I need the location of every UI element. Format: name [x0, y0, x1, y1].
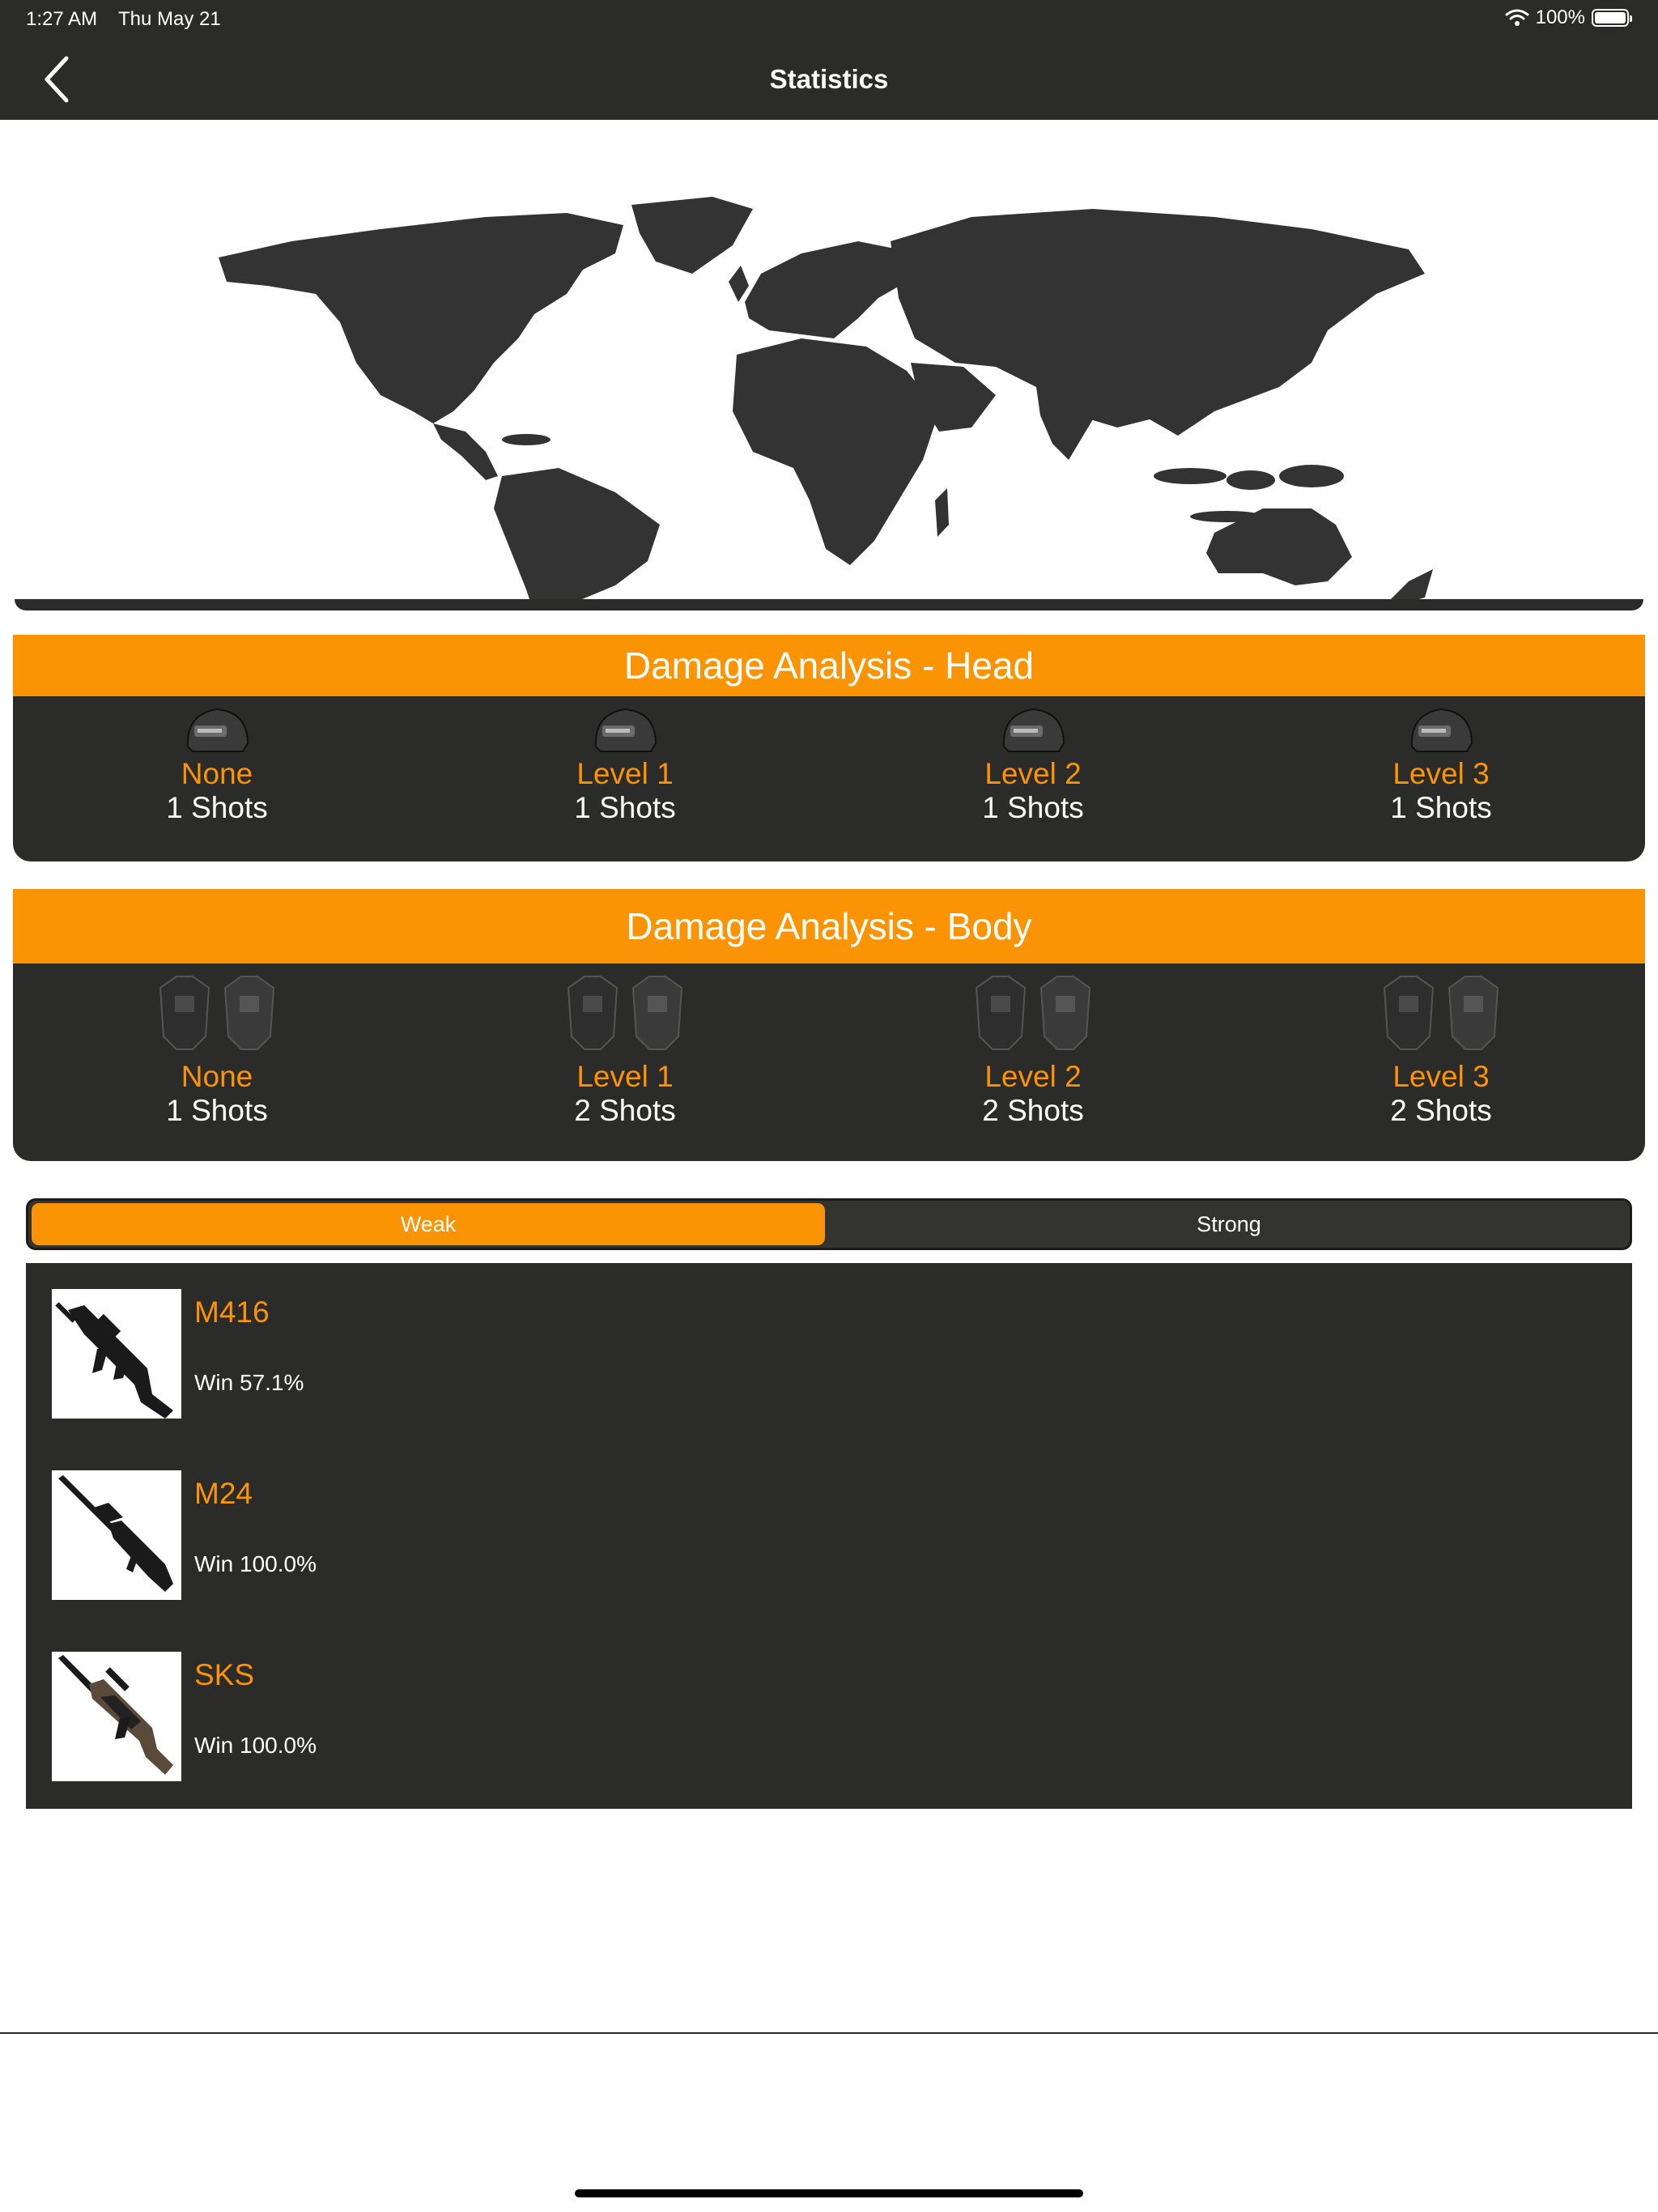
head-level-label: Level 3: [1392, 757, 1490, 790]
vest-icon: [968, 972, 1098, 1056]
status-right: [1505, 6, 1629, 29]
helmet-icon: [1407, 704, 1475, 753]
back-button[interactable]: [32, 50, 89, 107]
list-item[interactable]: [26, 1289, 1632, 1451]
sniper-rifle-icon: [52, 1470, 181, 1600]
vest-icon: [152, 972, 282, 1056]
vest-icon: [560, 972, 690, 1056]
status-bar: [0, 0, 1658, 39]
helmet-icon: [999, 704, 1067, 753]
world-map: [0, 120, 1658, 599]
list-item[interactable]: [26, 1652, 1632, 1814]
body-level-label: Level 2: [984, 1060, 1082, 1093]
helmet-icon: [183, 704, 251, 753]
weapon-list: [26, 1263, 1632, 1809]
weapon-name: M24: [194, 1477, 253, 1510]
body-level-1: [421, 963, 829, 1161]
body-level-3: [1237, 963, 1645, 1161]
head-level-3: [1237, 696, 1645, 861]
weapon-win-rate: Win 100.0%: [194, 1551, 317, 1576]
status-time: 1:27 AM: [26, 8, 98, 30]
head-levels: [13, 696, 1645, 861]
body-level-label: Level 1: [576, 1060, 674, 1093]
segment-strong[interactable]: Strong: [1197, 1212, 1261, 1236]
weapon-thumbnail: [52, 1652, 181, 1781]
marksman-rifle-icon: [52, 1652, 181, 1781]
head-level-label: Level 2: [984, 757, 1082, 790]
helmet-icon: [591, 704, 659, 753]
head-level-none: [13, 696, 421, 861]
map-area: [0, 120, 1658, 599]
body-shots-label: 2 Shots: [1390, 1094, 1492, 1127]
navigation-bar: [0, 39, 1658, 120]
body-level-2: [829, 963, 1237, 1161]
head-level-label: Level 1: [576, 757, 674, 790]
status-date: Thu May 21: [118, 8, 221, 30]
head-panel-title: Damage Analysis - Head: [13, 635, 1645, 696]
weapon-name: SKS: [194, 1658, 255, 1691]
weak-strong-segmented-control: [26, 1198, 1632, 1250]
head-damage-panel: [13, 635, 1645, 861]
body-level-none: [13, 963, 421, 1161]
body-shots-label: 2 Shots: [982, 1094, 1084, 1127]
home-indicator[interactable]: [575, 2189, 1083, 2197]
body-levels: [13, 963, 1645, 1161]
head-shots-label: 1 Shots: [1390, 791, 1492, 824]
head-level-label: None: [181, 757, 253, 790]
body-shots-label: 2 Shots: [574, 1094, 676, 1127]
head-shots-label: 1 Shots: [982, 791, 1084, 824]
vest-icon: [1376, 972, 1506, 1056]
weapon-thumbnail: [52, 1470, 181, 1600]
head-level-2: [829, 696, 1237, 861]
weapon-thumbnail: [52, 1289, 181, 1419]
page-title: Statistics: [769, 64, 889, 94]
body-panel-title: Damage Analysis - Body: [13, 889, 1645, 963]
wifi-icon: [1505, 8, 1529, 28]
list-item[interactable]: [26, 1470, 1632, 1632]
weapon-name: M416: [194, 1295, 270, 1329]
chevron-left-icon: [32, 50, 89, 107]
head-shots-label: 1 Shots: [166, 791, 268, 824]
segment-weak[interactable]: Weak: [32, 1203, 825, 1245]
weapon-win-rate: Win 57.1%: [194, 1370, 304, 1395]
head-level-1: [421, 696, 829, 861]
battery-icon: [1592, 9, 1629, 27]
body-damage-panel: [13, 889, 1645, 1161]
body-level-label: Level 3: [1392, 1060, 1490, 1093]
head-shots-label: 1 Shots: [574, 791, 676, 824]
body-shots-label: 1 Shots: [166, 1094, 268, 1127]
weapon-win-rate: Win 100.0%: [194, 1733, 317, 1758]
bottom-divider: [0, 2032, 1658, 2034]
map-card-edge: [15, 599, 1643, 610]
body-level-label: None: [181, 1060, 253, 1093]
battery-percent: 100%: [1535, 6, 1585, 28]
assault-rifle-icon: [52, 1289, 181, 1419]
